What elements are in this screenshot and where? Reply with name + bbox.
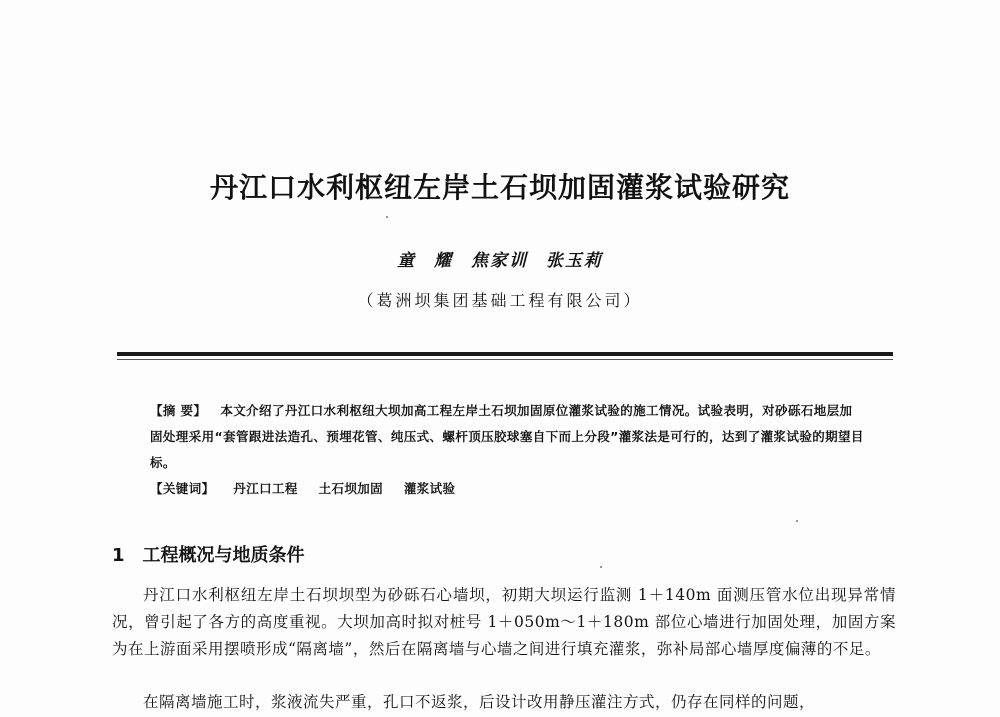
- keywords-block: [150, 476, 865, 502]
- scan-speck: [386, 216, 388, 218]
- scan-speck: [796, 520, 798, 522]
- abstract-block: [150, 398, 865, 476]
- abstract-label: 【摘 要】: [150, 403, 207, 418]
- body-paragraph: 在隔离墙施工时，浆液流失严重，孔口不返浆，后设计改用静压灌注方式，仍存在同样的问题，: [143, 693, 816, 711]
- keyword-item: 土石坝加固: [318, 481, 384, 496]
- paper-title: 丹江口水利枢纽左岸土石坝加固灌浆试验研究: [209, 171, 790, 204]
- section-title: 工程概况与地质条件: [142, 545, 305, 566]
- header-divider-thick: [117, 352, 893, 356]
- section-heading: [112, 541, 305, 567]
- paper-authors: 童 耀 焦家训 张玉莉: [397, 251, 603, 271]
- keywords-label: 【关键词】: [150, 481, 215, 496]
- paper-affiliation: （葛洲坝集团基础工程有限公司）: [357, 291, 643, 310]
- keyword-item: 丹江口工程: [233, 481, 298, 496]
- scan-speck: [600, 566, 602, 568]
- abstract-text: 本文介绍了丹江口水利枢纽大坝加高工程左岸土石坝加固原位灌浆试验的施工情况。试验表明，对砂砾石地层加固处理采用“套管跟进法造孔、预埋花管、纯压式、螺杆顶压胶球塞自下而上分段”灌浆法是可行的，达到了灌浆试验的期望目标。: [150, 403, 864, 470]
- header-divider-thin: [117, 359, 893, 360]
- body-paragraph: 丹江口水利枢纽左岸土石坝坝型为砂砾石心墙坝，初期大坝运行监测 1＋140m 面测压管水位出现异常情况，曾引起了各方的高度重视。大坝加高时拟对桩号 1＋050m～1＋180m 部位心墙进行加固处理，加固方案为在上游面采用摆喷形成“隔离墙”，然后在隔离墙与心墙之间进行填充灌浆，弥补局部心墙厚度偏薄的不足。: [112, 586, 896, 658]
- keyword-item: 灌浆试验: [403, 481, 456, 496]
- section-number: 1: [112, 545, 125, 566]
